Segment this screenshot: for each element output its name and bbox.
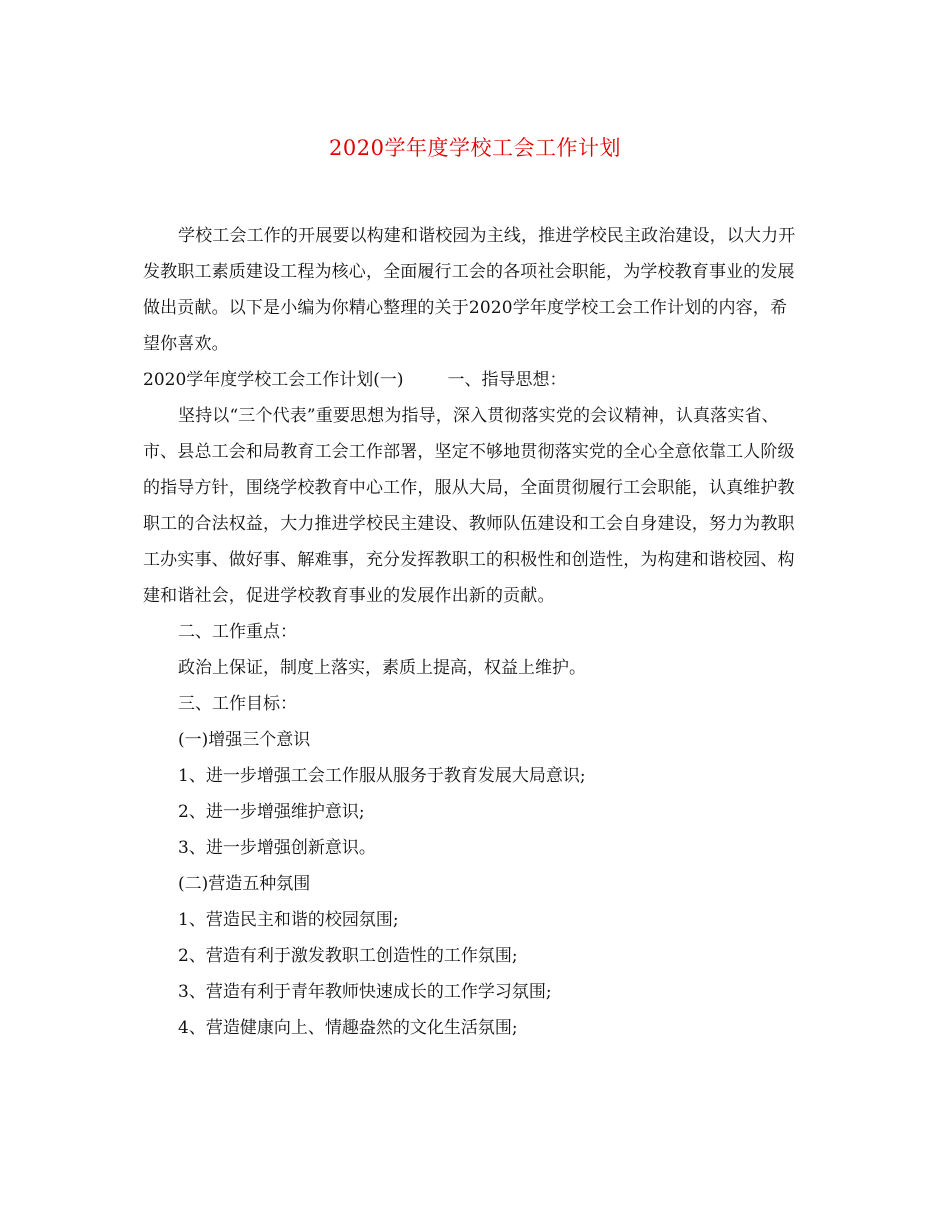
guiding-paragraph: 坚持以“三个代表”重要思想为指导，深入贯彻落实党的会议精神，认真落实省、市、县总工会和局教育工会工作部署，坚定不够地贯彻落实党的全心全意依靠工人阶级的指导方针，围绕学校教育中心工作，服从大局，全面贯彻履行工会职能，认真维护教职工的合法权益，大力推进学校民主建设、教师队伍建设和工会自身建设，努力为教职工办实事、做好事、解难事，充分发挥教职工的积极性和创造性，为构建和谐校园、构建和谐社会，促进学校教育事业的发展作出新的贡献。 — [143, 406, 795, 606]
subsection1-item-2: 2、进一步增强维护意识; — [178, 802, 365, 822]
subsection1-item-1: 1、进一步增强工会工作服从服务于教育发展大局意识; — [178, 766, 586, 786]
document-title: 2020学年度学校工会工作计划 — [329, 136, 621, 160]
intro-paragraph: 学校工会工作的开展要以构建和谐校园为主线，推进学校民主政治建设，以大力开发教职工素质建设工程为核心，全面履行工会的各项社会职能，为学校教育事业的发展做出贡献。以下是小编为你精心整理的关于2020学年度学校工会工作计划的内容，希望你喜欢。 — [143, 226, 796, 354]
subsection1-heading: (一)增强三个意识 — [178, 730, 311, 750]
section1-heading: 一、指导思想： — [447, 370, 567, 390]
subsection1-item-3: 3、进一步增强创新意识。 — [178, 838, 376, 858]
subsection2-item-4: 4、营造健康向上、情趣盎然的文化生活氛围; — [178, 1018, 518, 1038]
subsection2-item-2: 2、营造有利于激发教职工创造性的工作氛围; — [178, 946, 518, 966]
section3-heading: 三、工作目标： — [178, 694, 297, 714]
plan-heading: 2020学年度学校工会工作计划(一) — [143, 370, 404, 390]
subsection2-heading: (二)营造五种氛围 — [178, 874, 311, 894]
section2-paragraph: 政治上保证，制度上落实，素质上提高，权益上维护。 — [178, 658, 586, 678]
subsection2-item-1: 1、营造民主和谐的校园氛围; — [178, 910, 399, 930]
section2-heading: 二、工作重点： — [178, 622, 297, 642]
plan-heading-line — [143, 362, 803, 398]
document-body — [143, 218, 803, 1046]
subsection2-item-3: 3、营造有利于青年教师快速成长的工作学习氛围; — [178, 982, 552, 1002]
